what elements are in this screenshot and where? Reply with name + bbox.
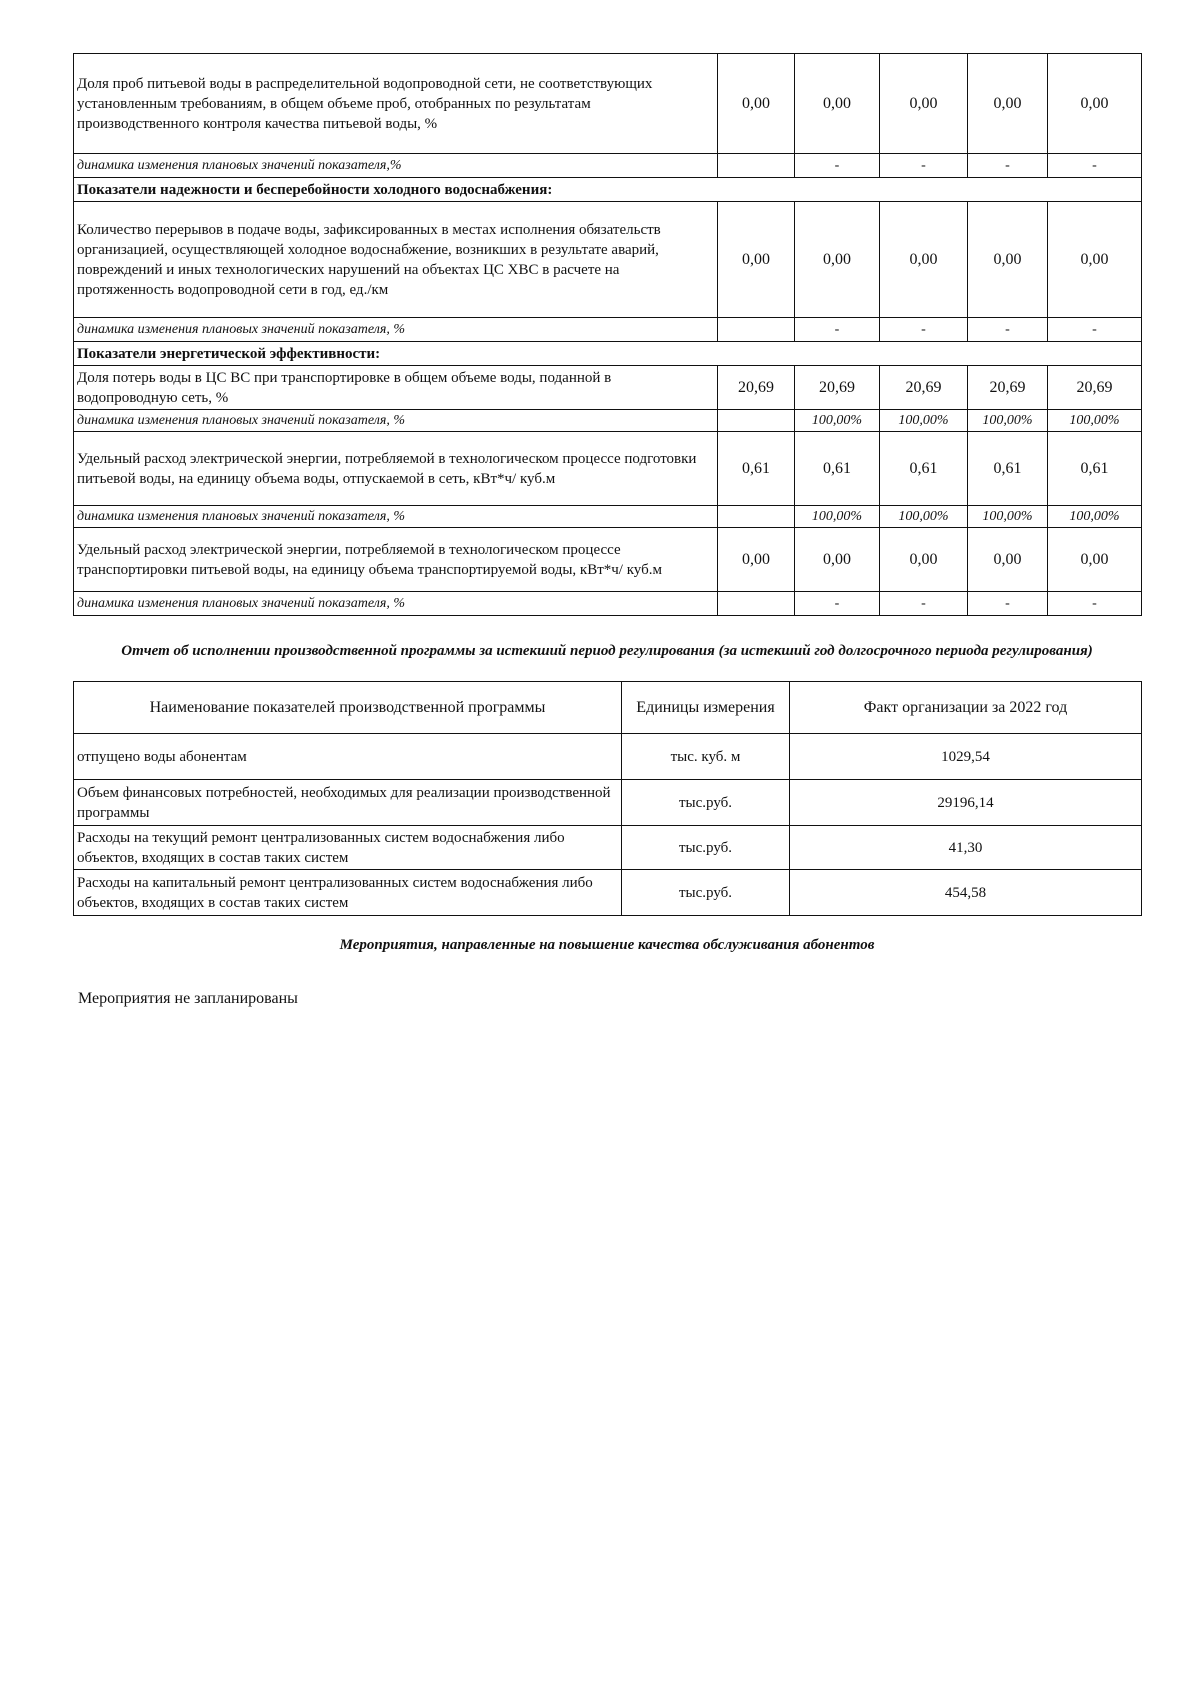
value-cell: 20,69 <box>795 366 880 410</box>
value-cell: - <box>880 154 968 178</box>
value-cell: 100,00% <box>795 410 880 432</box>
report-row <box>74 826 1142 870</box>
value-cell: - <box>880 592 968 616</box>
section-title: Показатели энергетической эффективности: <box>74 342 1142 366</box>
value-cell: - <box>968 318 1048 342</box>
value-cell: - <box>968 154 1048 178</box>
value-cell: 0,00 <box>1048 202 1142 318</box>
value-cell: 0,00 <box>968 202 1048 318</box>
value-cell <box>718 506 795 528</box>
indicator-row <box>74 432 1142 506</box>
header-fact: Факт организации за 2022 год <box>790 682 1142 734</box>
report-caption: Отчет об исполнении производственной программы за истекший период регулирования (за истекший год долгосрочного периода регулирования) <box>121 643 1093 659</box>
dynamics-row <box>74 318 1142 342</box>
report-name-cell: Расходы на капитальный ремонт централизованных систем водоснабжения либо объектов, входящих в состав таких систем <box>74 870 622 916</box>
report-value-cell: 454,58 <box>790 870 1142 916</box>
value-cell: - <box>1048 318 1142 342</box>
value-cell: 0,00 <box>1048 528 1142 592</box>
header-unit: Единицы измерения <box>622 682 790 734</box>
report-name-cell: Объем финансовых потребностей, необходимых для реализации производственной программы <box>74 780 622 826</box>
report-value-cell: 1029,54 <box>790 734 1142 780</box>
value-cell: 100,00% <box>880 410 968 432</box>
report-name-cell: отпущено воды абонентам <box>74 734 622 780</box>
value-cell: 0,00 <box>795 528 880 592</box>
indicator-label: Количество перерывов в подаче воды, зафиксированных в местах исполнения обязательств организацией, осуществляющей холодное водоснабжение, возникших в результате аварий, повреждений и иных технологических нарушений на объектах ЦС ХВС в расчете на протяженность водопроводной сети в год, ед./км <box>74 202 718 318</box>
indicator-row <box>74 528 1142 592</box>
value-cell: 0,00 <box>968 528 1048 592</box>
section-title: Показатели надежности и бесперебойности холодного водоснабжения: <box>74 178 1142 202</box>
dynamics-row <box>74 154 1142 178</box>
value-cell: - <box>1048 154 1142 178</box>
value-cell: - <box>795 154 880 178</box>
measures-caption: Мероприятия, направленные на повышение качества обслуживания абонентов <box>339 937 875 953</box>
value-cell: - <box>880 318 968 342</box>
report-row <box>74 870 1142 916</box>
report-row <box>74 780 1142 826</box>
value-cell: 0,61 <box>795 432 880 506</box>
report-unit-cell: тыс.руб. <box>622 870 790 916</box>
report-name-cell: Расходы на текущий ремонт централизованных систем водоснабжения либо объектов, входящих в состав таких систем <box>74 826 622 870</box>
value-cell: 0,00 <box>718 54 795 154</box>
value-cell: 0,00 <box>795 202 880 318</box>
dynamics-label: динамика изменения плановых значений показателя, % <box>74 318 718 342</box>
value-cell: 100,00% <box>1048 410 1142 432</box>
value-cell: 0,00 <box>795 54 880 154</box>
value-cell: 0,00 <box>880 528 968 592</box>
value-cell <box>718 154 795 178</box>
value-cell: 0,61 <box>880 432 968 506</box>
value-cell: 100,00% <box>968 506 1048 528</box>
indicators-table <box>73 53 1142 616</box>
indicator-label: Доля потерь воды в ЦС ВС при транспортировке в общем объеме воды, поданной в водопроводную сеть, % <box>74 366 718 410</box>
value-cell: 0,00 <box>718 202 795 318</box>
dynamics-row <box>74 506 1142 528</box>
value-cell: 0,61 <box>1048 432 1142 506</box>
value-cell: 20,69 <box>718 366 795 410</box>
value-cell: - <box>1048 592 1142 616</box>
indicator-row <box>74 54 1142 154</box>
section-row <box>74 178 1142 202</box>
dynamics-row <box>74 592 1142 616</box>
dynamics-label: динамика изменения плановых значений показателя, % <box>74 410 718 432</box>
header-name: Наименование показателей производственной программы <box>74 682 622 734</box>
value-cell <box>718 592 795 616</box>
report-value-cell: 41,30 <box>790 826 1142 870</box>
dynamics-label: динамика изменения плановых значений показателя,% <box>74 154 718 178</box>
value-cell: 100,00% <box>968 410 1048 432</box>
value-cell: 0,00 <box>880 202 968 318</box>
value-cell: 0,61 <box>718 432 795 506</box>
report-row <box>74 734 1142 780</box>
value-cell <box>718 318 795 342</box>
dynamics-label: динамика изменения плановых значений показателя, % <box>74 592 718 616</box>
value-cell: 20,69 <box>1048 366 1142 410</box>
indicator-row <box>74 202 1142 318</box>
report-unit-cell: тыс. куб. м <box>622 734 790 780</box>
dynamics-label: динамика изменения плановых значений показателя, % <box>74 506 718 528</box>
value-cell: 0,00 <box>968 54 1048 154</box>
value-cell: 20,69 <box>968 366 1048 410</box>
value-cell: 100,00% <box>795 506 880 528</box>
value-cell: - <box>795 592 880 616</box>
indicator-label: Удельный расход электрической энергии, потребляемой в технологическом процессе транспортировки питьевой воды, на единицу объема транспортируемой воды, кВт*ч/ куб.м <box>74 528 718 592</box>
dynamics-row <box>74 410 1142 432</box>
indicator-row <box>74 366 1142 410</box>
value-cell: 0,61 <box>968 432 1048 506</box>
report-value-cell: 29196,14 <box>790 780 1142 826</box>
measures-text: Мероприятия не запланированы <box>78 990 298 1007</box>
value-cell: - <box>968 592 1048 616</box>
value-cell: 100,00% <box>1048 506 1142 528</box>
indicator-label: Доля проб питьевой воды в распределительной водопроводной сети, не соответствующих установленным требованиям, в общем объеме проб, отобранных по результатам производственного контроля качества питьевой воды, % <box>74 54 718 154</box>
report-unit-cell: тыс.руб. <box>622 826 790 870</box>
value-cell: 100,00% <box>880 506 968 528</box>
section-row <box>74 342 1142 366</box>
indicator-label: Удельный расход электрической энергии, потребляемой в технологическом процессе подготовки питьевой воды, на единицу объема воды, отпускаемой в сеть, кВт*ч/ куб.м <box>74 432 718 506</box>
report-unit-cell: тыс.руб. <box>622 780 790 826</box>
report-header-row <box>74 682 1142 734</box>
value-cell: 0,00 <box>880 54 968 154</box>
value-cell: 20,69 <box>880 366 968 410</box>
report-table <box>73 681 1142 916</box>
value-cell: 0,00 <box>718 528 795 592</box>
value-cell: 0,00 <box>1048 54 1142 154</box>
value-cell <box>718 410 795 432</box>
value-cell: - <box>795 318 880 342</box>
